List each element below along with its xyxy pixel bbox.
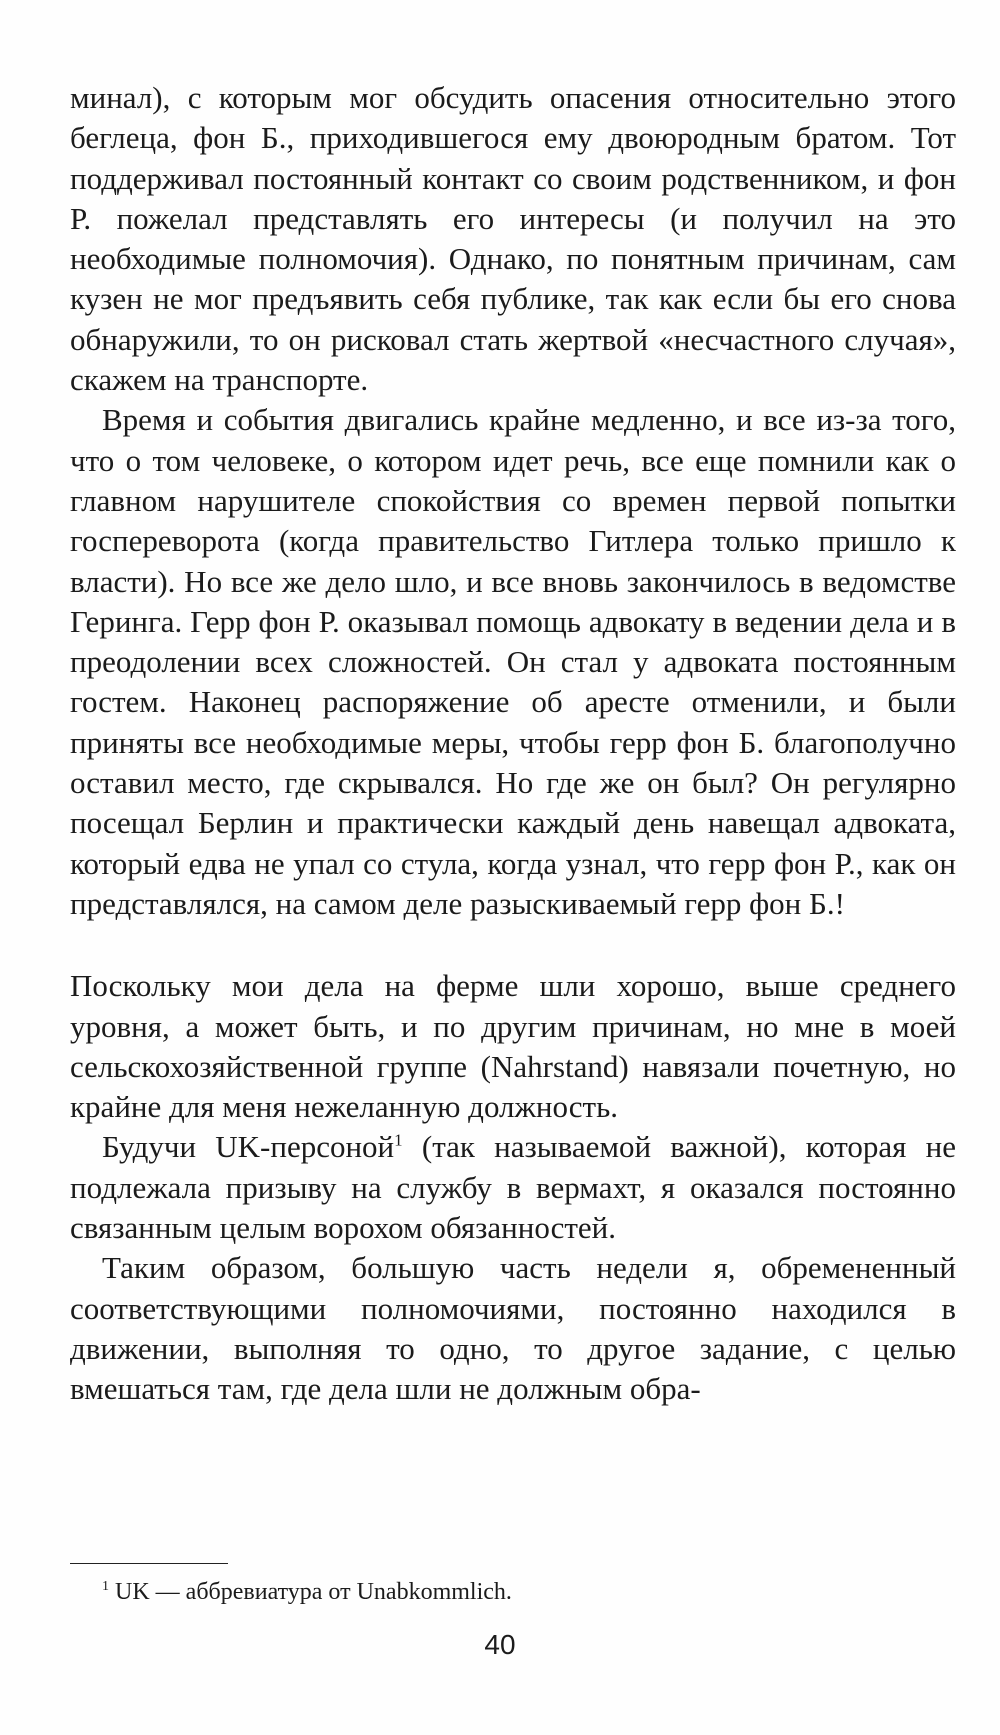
paragraph-farm-affairs: Поскольку мои дела на ферме шли хорошо, выше среднего уровня, а может быть, и по другим причинам, но мне в моей сельскохозяйственной группе (Nahrstand) навязали почетную, но крайне для меня нежеланную должность. xyxy=(70,968,956,1125)
paragraph-uk-person-end: (так называемой важной), которая не подлежала призыву на службу в вермахт, я оказался постоянно связанным целым ворохом обязанностей. xyxy=(70,1129,956,1246)
footnote xyxy=(102,1577,952,1607)
paragraph-time-and-events: Время и события двигались крайне медленно, и все из-за того, что о том человеке, о котором идет речь, все еще помнили как о главном нарушителе спокойствия со времен первой попытки госпереворота (когда правительство Гитлера только пришло к власти). Но все же дело шло, и все вновь закончилось в ведомстве Геринга. Герр фон Р. оказывал помощь адвокату в ведении дела и в преодолении всех сложностей. Он стал у адвоката постоянным гостем. Наконец распоряжение об аресте отменили, и были приняты все необходимые меры, чтобы герр фон Б. благополучно оставил место, где скрывался. Но где же он был? Он регулярно посещал Берлин и практически каждый день навещал адвоката, который едва не упал со стула, когда узнал, что герр фон Р., как он представлялся, на самом деле разыскиваемый герр фон Б.! xyxy=(70,402,956,921)
body-text xyxy=(70,78,956,1410)
footnote-divider xyxy=(70,1563,228,1564)
footnote-reference[interactable]: 1 xyxy=(394,1131,403,1151)
footnote-number: 1 xyxy=(102,1579,109,1594)
paragraph-uk-person xyxy=(70,1127,956,1248)
paragraph-uk-person-start: Будучи UK-персоной xyxy=(102,1129,395,1165)
footnote-text: UK — аббревиатура от Unabkommlich. xyxy=(115,1579,512,1605)
page-number: 40 xyxy=(484,1629,516,1660)
paragraph-continuation: минал), с которым мог обсудить опасения относительно этого беглеца, фон Б., приходившегося ему двоюродным братом. Тот поддерживал постоянный контакт со своим родственником, и фон Р. пожелал представлять его интересы (и получил на это необходимые полномочия). Однако, по понятным причинам, сам кузен не мог предъявить себя публике, так как если бы его снова обнаружили, то он рисковал стать жертвой «несчастного случая», скажем на транспорте. xyxy=(70,80,956,398)
paragraph-week-duties: Таким образом, большую часть недели я, обремененный соответствующими полномочиями, постоянно находился в движении, выполняя то одно, то другое задание, с целью вмешаться там, где дела шли не должным обра- xyxy=(70,1250,956,1407)
section-break xyxy=(70,924,956,966)
